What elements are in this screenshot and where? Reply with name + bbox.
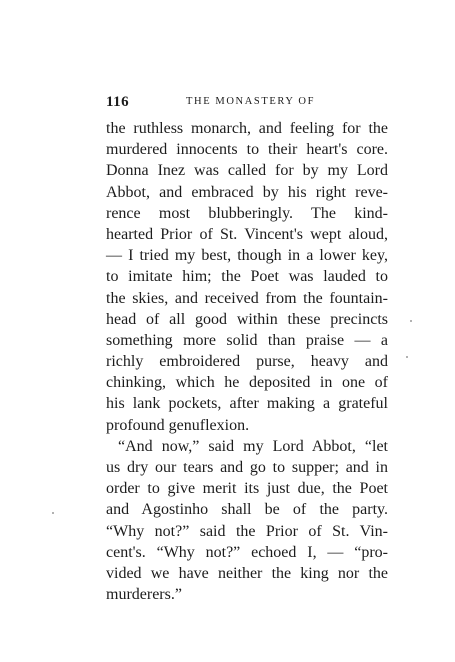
text-line: his lank pockets, after making a grateful [106, 395, 388, 413]
text-line: to imitate him; the Poet was lauded to [106, 268, 388, 286]
text-line: — I tried my best, though in a lower key, [106, 247, 388, 265]
text-line: and Agostinho shall be of the party. [106, 501, 388, 519]
scan-speck [406, 356, 408, 358]
text-line: murdered innocents to their heart's core. [106, 141, 388, 159]
text-line: something more solid than praise — a [106, 331, 388, 349]
text-line: the ruthless monarch, and feeling for the [106, 120, 388, 137]
text-line: Abbot, and embraced by his right reve- [106, 183, 388, 201]
scan-speck [52, 512, 54, 514]
text-line: vided we have neither the king nor the [106, 564, 388, 582]
text-line: cent's. “Why not?” echoed I, — “pro- [106, 543, 388, 561]
text-line: richly embroidered purse, heavy and [106, 353, 388, 371]
text-line: rence most blubberingly. The kind- [106, 204, 388, 222]
text-line: the skies, and received from the fountain- [106, 289, 388, 307]
body-text [106, 118, 388, 605]
page-number: 116 [106, 94, 130, 110]
text-line: profound genuflexion. [106, 416, 250, 434]
text-line: hearted Prior of St. Vincent's wept aloud, [106, 225, 388, 243]
text-line: murderers.” [106, 586, 182, 604]
text-line: us dry our tears and go to supper; and in [106, 459, 388, 476]
text-line: chinking, which he deposited in one of [106, 374, 388, 392]
text-line: order to give merit its just due, the Poet [106, 480, 388, 498]
text-line: head of all good within these precincts [106, 310, 388, 328]
text-line: “Why not?” said the Prior of St. Vin- [106, 522, 388, 540]
text-line: “And now,” said my Lord Abbot, “let [118, 437, 388, 455]
running-head: THE MONASTERY OF [186, 96, 316, 107]
text-line: Donna Inez was called for by my Lord [106, 162, 388, 180]
page-header [106, 94, 396, 114]
scan-speck [410, 320, 412, 322]
